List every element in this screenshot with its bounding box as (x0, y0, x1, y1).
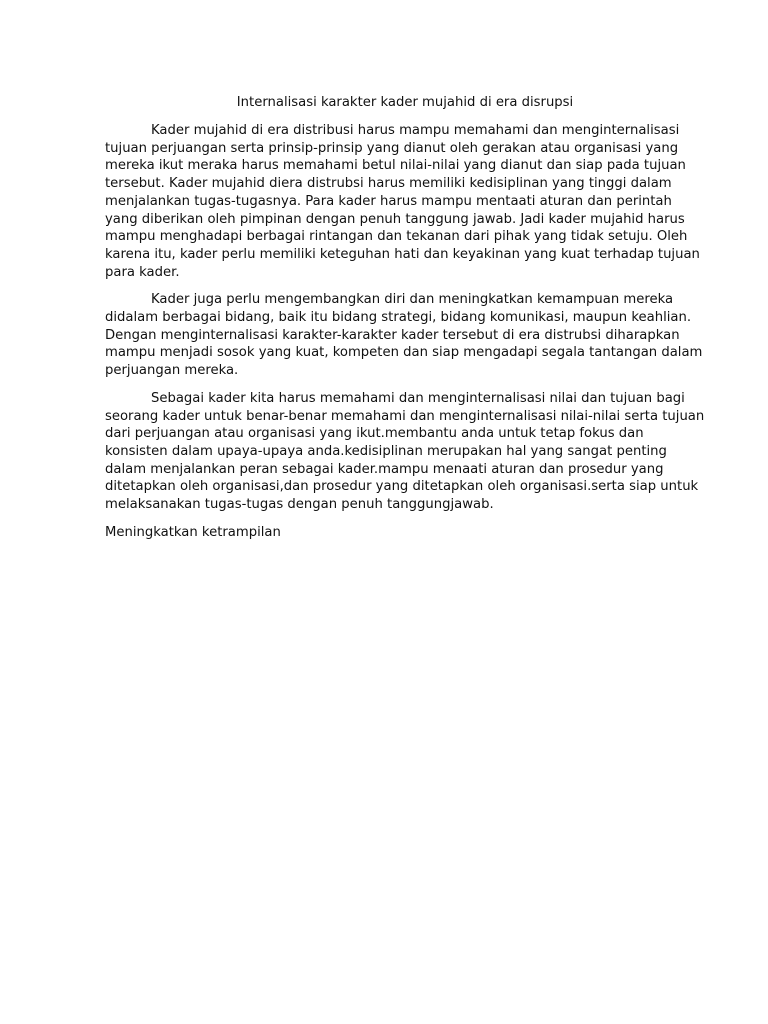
document-title: Internalisasi karakter kader mujahid di era disrupsi (236, 95, 574, 110)
document-body (105, 94, 705, 551)
closing-line: Meningkatkan ketrampilan (105, 524, 281, 540)
paragraph-2: Kader juga perlu mengembangkan diri dan meningkatkan kemampuan mereka didalam berbagai bidang, baik itu bidang strategi, bidang komunikasi, maupun keahlian. Dengan menginternalisasi karakter-karakter kader tersebut di era distrubsi diharapkan mampu menjadi sosok yang kuat, kompeten dan siap mengadapi segala tantangan dalam perjuangan mereka. (105, 292, 703, 379)
paragraph-3: Sebagai kader kita harus memahami dan menginternalisasi nilai dan tujuan bagi seorang kader untuk benar-benar memahami dan menginternalisasi nilai-nilai serta tujuan dari perjuangan atau organisasi yang ikut.membantu anda untuk tetap fokus dan konsisten dalam upaya-upaya anda.kedisiplinan merupakan hal yang sangat penting dalam menjalankan peran sebagai kader.mampu menaati aturan dan prosedur yang ditetapkan oleh organisasi,dan prosedur yang ditetapkan oleh organisasi.serta siap untuk melaksanakan tugas-tugas dengan penuh tanggungjawab. (105, 390, 705, 513)
paragraph-1: Kader mujahid di era distribusi harus mampu memahami dan menginternalisasi tujuan perjuangan serta prinsip-prinsip yang dianut oleh gerakan atau organisasi yang mereka ikut meraka harus memahami betul nilai-nilai yang dianut dan siap pada tujuan tersebut. Kader mujahid diera distrubsi harus memiliki kedisiplinan yang tinggi dalam menjalankan tugas-tugasnya. Para kader harus mampu mentaati aturan dan perintah yang diberikan oleh pimpinan dengan penuh tanggung jawab. Jadi kader mujahid harus mampu menghadapi berbagai rintangan dan tekanan dari pihak yang tidak setuju. Oleh karena itu, kader perlu memiliki keteguhan hati dan keyakinan yang kuat terhadap tujuan para kader. (105, 123, 700, 280)
